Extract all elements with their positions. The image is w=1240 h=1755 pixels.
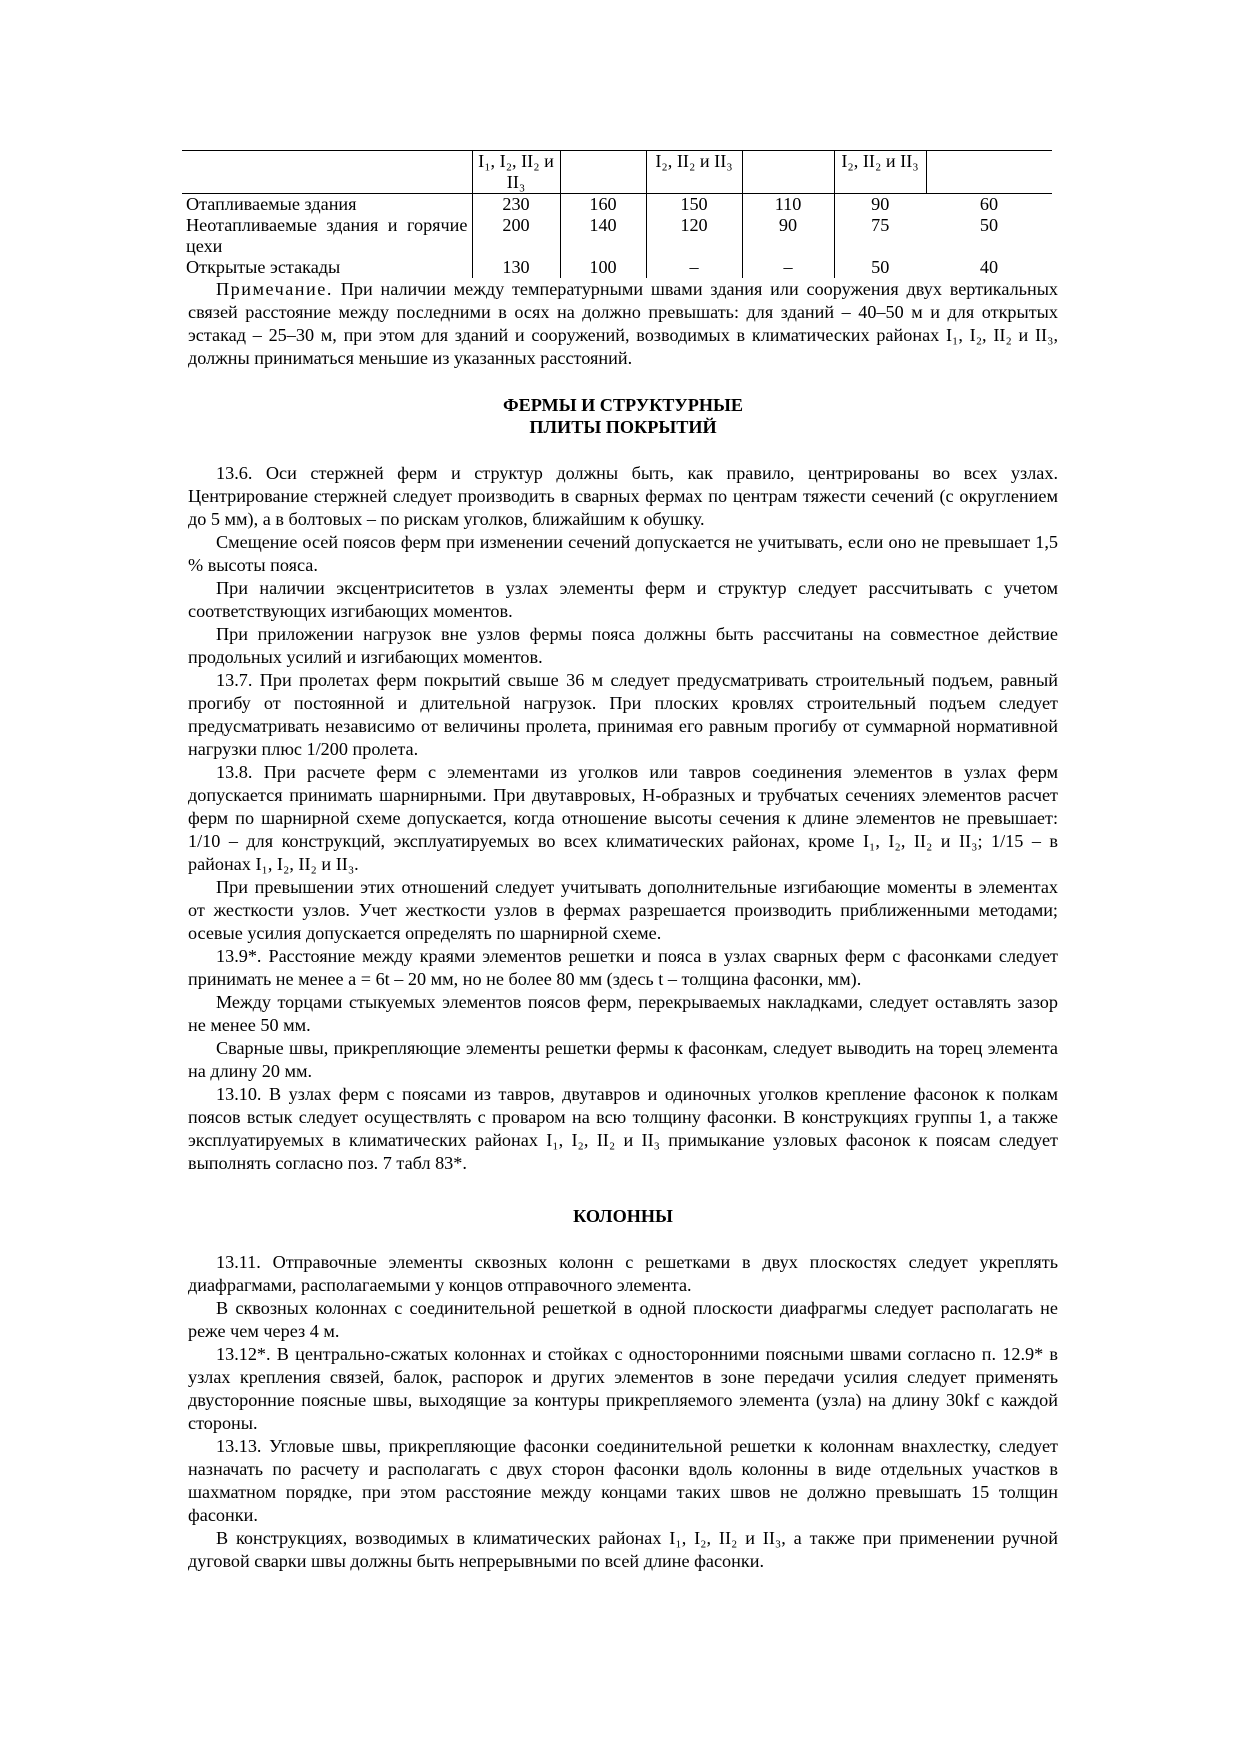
table-header-cell: [926, 151, 1052, 194]
table-header-cell: I₂, II₂ и II₃: [646, 151, 742, 194]
table-header-row: [182, 151, 1052, 194]
table-cell: 100: [560, 257, 646, 278]
table-cell: 110: [742, 194, 834, 216]
table-header-cell: [182, 151, 472, 194]
paragraph: Сварные швы, прикрепляющие элементы решетки фермы к фасонкам, следует выводить на торец элемента на длину 20 мм.: [188, 1038, 1058, 1081]
document-page: [188, 150, 1058, 1573]
table-cell: 120: [646, 215, 742, 257]
table-row-label: Открытые эстакады: [186, 257, 341, 277]
paragraph: В конструкциях, возводимых в климатических районах I₁, I₂, II₂ и II₃, а также при применении ручной дуговой сварки швы должны быть непрерывными по всей длине фасонки.: [188, 1528, 1058, 1571]
table-row-label: Отапливаемые здания: [186, 194, 357, 214]
table-cell: 140: [560, 215, 646, 257]
table-cell: 130: [472, 257, 560, 278]
table-note: [188, 278, 1058, 370]
paragraph: При превышении этих отношений следует учитывать дополнительные изгибающие моменты в элементах от жесткости узлов. Учет жесткости узлов в фермах разрешается производить приближенными методами; осевые усилия допускается определять по шарнирной схеме.: [188, 877, 1058, 943]
paragraph: 13.12*. В центрально-сжатых колоннах и стойках с односторонними поясными швами согласно п. 12.9* в узлах крепления связей, балок, распорок и других элементов в зоне передачи усилия следует применять двусторонние поясные швы, выходящие за контуры прикрепляемого элемента (узла) на длину 30kf с каждой стороны.: [188, 1344, 1058, 1433]
table-cell: 40: [979, 257, 999, 277]
table-row: [182, 257, 1052, 278]
table-cell: 150: [646, 194, 742, 216]
table-header-cell: I₂, II₂ и II₃: [834, 151, 926, 194]
section-title-trusses-line1: ФЕРМЫ И СТРУКТУРНЫЕ: [503, 395, 743, 415]
table-header-cell: I₁, I₂, II₂ и II₃: [472, 151, 560, 194]
table-cell: 50: [834, 257, 926, 278]
table-cell: 75: [834, 215, 926, 257]
table-cell: 200: [472, 215, 560, 257]
table-cell: 90: [834, 194, 926, 216]
table-cell: 90: [742, 215, 834, 257]
table-row: [182, 194, 1052, 216]
note-label: Примечание.: [216, 279, 333, 299]
paragraph: Смещение осей поясов ферм при изменении сечений допускается не учитывать, если оно не превышает 1,5 % высоты пояса.: [188, 532, 1058, 575]
paragraph: При наличии эксцентриситетов в узлах элементы ферм и структур следует рассчитывать с учетом соответствующих изгибающих моментов.: [188, 578, 1058, 621]
paragraph: 13.10. В узлах ферм с поясами из тавров, двутавров и одиночных уголков крепление фасонок к полкам поясов встык следует осуществлять с проваром на всю толщину фасонки. В конструкциях группы 1, а также эксплуатируемых в климатических районах I₁, I₂, II₂ и II₃ примыкание узловых фасонок к поясам следует выполнять согласно поз. 7 табл 83*.: [188, 1084, 1058, 1173]
expansion-joint-table: [182, 150, 1052, 278]
section-title-columns: КОЛОННЫ: [573, 1206, 673, 1226]
table-header-cell: [742, 151, 834, 194]
table-cell: 50: [979, 215, 999, 235]
paragraph: 13.7. При пролетах ферм покрытий свыше 36 м следует предусматривать строительный подъем, равный прогибу от постоянной и длительной нагрузок. При плоских кровлях строительный подъем следует предусматривать независимо от величины пролета, принимая его равным прогибу от суммарной нормативной нагрузки плюс 1/200 пролета.: [188, 670, 1058, 759]
paragraph: Между торцами стыкуемых элементов поясов ферм, перекрываемых накладками, следует оставлять зазор не менее 50 мм.: [188, 992, 1058, 1035]
table-cell: 160: [560, 194, 646, 216]
table-row-label: Неотапливаемые здания и горячие цехи: [186, 215, 468, 256]
table-cell: 230: [472, 194, 560, 216]
note-text: При наличии между температурными швами здания или сооружения двух вертикальных связей расстояние между последними в осях на должно превышать: для зданий – 40–50 м и для открытых эстакад – 25–30 м, при этом для зданий и сооружений, возводимых в климатических районах I₁, I₂, II₂ и II₃, должны приниматься меньшие из указанных расстояний.: [188, 279, 1059, 368]
section-title-trusses-line2: ПЛИТЫ ПОКРЫТИЙ: [529, 417, 717, 437]
table-cell: –: [646, 257, 742, 278]
paragraph: При приложении нагрузок вне узлов фермы пояса должны быть рассчитаны на совместное действие продольных усилий и изгибающих моментов.: [188, 624, 1058, 667]
paragraph: 13.6. Оси стержней ферм и структур должны быть, как правило, центрированы во всех узлах. Центрирование стержней следует производить в сварных фермах по центрам тяжести сечений (с округлением до 5 мм), а в болтовых – по рискам уголков, ближайшим к обушку.: [188, 463, 1058, 529]
table-cell: –: [742, 257, 834, 278]
paragraph: 13.8. При расчете ферм с элементами из уголков или тавров соединения элементов в узлах ферм допускается принимать шарнирными. При двутавровых, Н-образных и трубчатых сечениях элементов расчет ферм по шарнирной схеме допускается, когда отношение высоты сечения к длине элементов не превышает: 1/10 – для конструкций, эксплуатируемых во всех климатических районах, кроме I₁, I₂, II₂ и II₃; 1/15 – в районах I₁, I₂, II₂ и II₃.: [188, 762, 1058, 874]
table-row: [182, 215, 1052, 257]
paragraph: 13.13. Угловые швы, прикрепляющие фасонки соединительной решетки к колоннам внахлестку, следует назначать по расчету и располагать с двух сторон фасонки вдоль колонны в виде отдельных участков в шахматном порядке, при этом расстояние между концами таких швов не должно превышать 15 толщин фасонки.: [188, 1436, 1058, 1525]
paragraph: 13.11. Отправочные элементы сквозных колонн с решетками в двух плоскостях следует укреплять диафрагмами, располагаемыми у концов отправочного элемента.: [188, 1252, 1058, 1295]
table-header-cell: [560, 151, 646, 194]
table-cell: 60: [979, 194, 999, 214]
paragraph: 13.9*. Расстояние между краями элементов решетки и пояса в узлах сварных ферм с фасонками следует принимать не менее a = 6t – 20 мм, но не более 80 мм (здесь t – толщина фасонки, мм).: [188, 946, 1058, 989]
paragraph: В сквозных колоннах с соединительной решеткой в одной плоскости диафрагмы следует располагать не реже чем через 4 м.: [188, 1298, 1058, 1341]
